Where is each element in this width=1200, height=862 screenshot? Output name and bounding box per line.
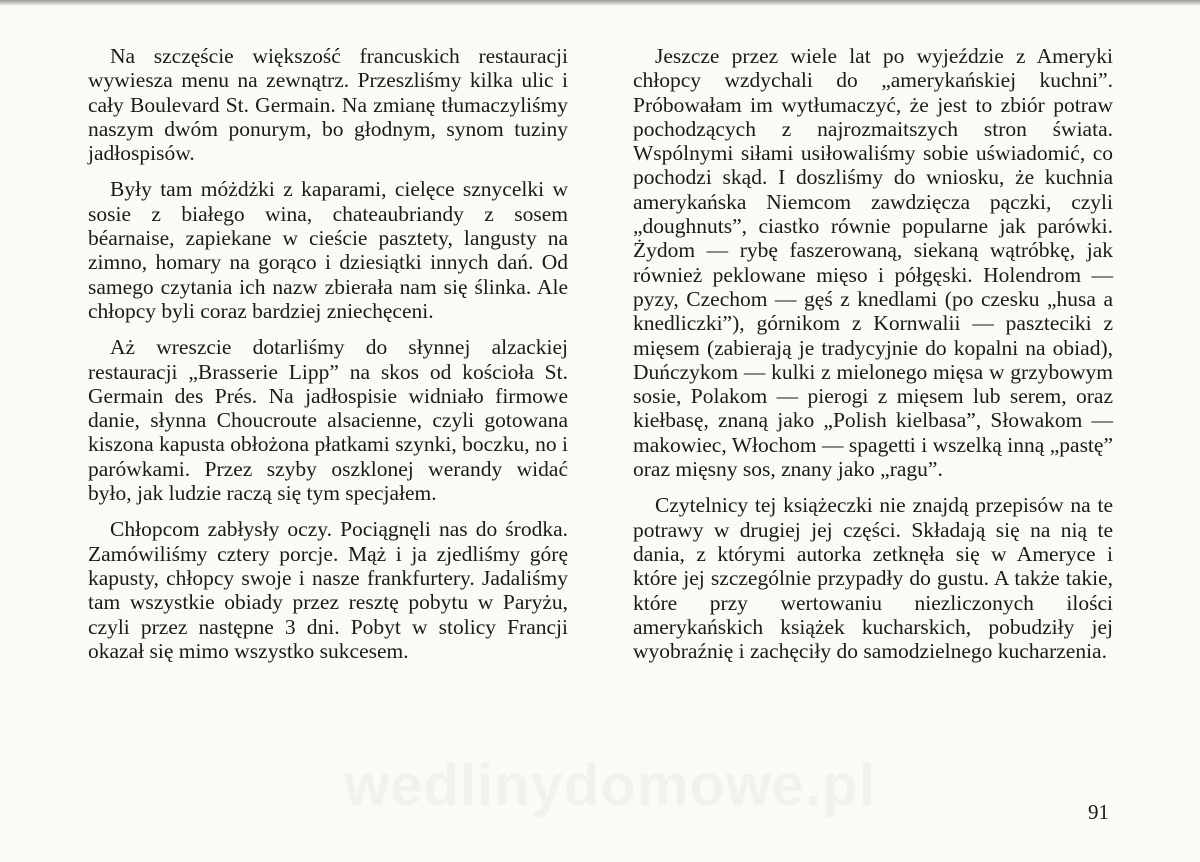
paragraph: Aż wreszcie dotarliśmy do słynnej alzackiej restauracji „Brasserie Lipp” na skos od kościoła St. Germain des Prés. Na jadłospisie widniało firmowe danie, słynna Choucroute alsacienne, czyli gotowana kiszona kapusta obłożona płatkami szynki, boczku, no i parówkami. Przez szyby oszklonej werandy widać było, jak ludzie raczą się tym specjałem. <box>88 335 568 506</box>
paragraph: Czytelnicy tej książeczki nie znajdą przepisów na te potrawy w drugiej jej części. Składają się na nią te dania, z którymi autorka zetknęła się w Ameryce i które jej szczególnie przypadły do gustu. A także takie, które przy wertowaniu niezliczonych ilości amerykańskich książek kucharskich, pobudziły jej wyobraźnię i zachęciły do samodzielnego kucharzenia. <box>633 493 1113 664</box>
paragraph: Były tam móżdżki z kaparami, cielęce sznycelki w sosie z białego wina, chateaubriandy z sosem béarnaise, zapiekane w cieście pasztety, langusty na zimno, homary na gorąco i dziesiątki innych dań. Od samego czytania ich nazw zbierała nam się ślinka. Ale chłopcy byli coraz bardziej zniechęceni. <box>88 177 568 323</box>
watermark: wedlinydomowe.pl <box>344 753 876 818</box>
page-number: 91 <box>1088 800 1109 824</box>
paragraph: Jeszcze przez wiele lat po wyjeździe z Ameryki chłopcy wzdychali do „amerykańskiej kuchni”. Próbowałam im wytłumaczyć, że jest to zbiór potraw pochodzących z najrozmaitszych stron świata. Wspólnymi siłami usiłowaliśmy sobie uświadomić, co pochodzi skąd. I doszliśmy do wniosku, że kuchnia amerykańska Niemcom zawdzięcza pączki, czyli „doughnuts”, ciastko równie popularne jak parówki. Żydom — rybę faszerowaną, siekaną wątróbkę, jak również peklowane mięso i półgęski. Holendrom — pyzy, Czechom — gęś z knedlami (po czesku „husa a knedliczki”), górnikom z Kornwalii — paszteciki z mięsem (zabierają je tradycyjnie do kopalni na obiad), Duńczykom — kulki z mielonego mięsa w grzybowym sosie, Polakom — pierogi z mięsem lub serem, oraz kiełbasę, znaną jako „Polish kielbasa”, Słowakom — makowiec, Włochom — spagetti i wszelką inną „pastę” oraz mięsny sos, znany jako „ragu”. <box>633 44 1113 482</box>
right-column <box>633 44 1113 675</box>
paragraph: Chłopcom zabłysły oczy. Pociągnęli nas do środka. Zamówiliśmy cztery porcje. Mąż i ja zjedliśmy górę kapusty, chłopcy swoje i nasze frankfurtery. Jadaliśmy tam wszystkie obiady przez resztę pobytu w Paryżu, czyli przez następne 3 dni. Pobyt w stolicy Francji okazał się mimo wszystko sukcesem. <box>88 517 568 663</box>
paragraph: Na szczęście większość francuskich restauracji wywiesza menu na zewnątrz. Przeszliśmy kilka ulic i cały Boulevard St. Germain. Na zmianę tłumaczyliśmy naszym dwóm ponurym, bo głodnym, synom tuziny jadłospisów. <box>88 44 568 166</box>
page-top-edge <box>0 0 1200 6</box>
left-column <box>88 44 568 675</box>
